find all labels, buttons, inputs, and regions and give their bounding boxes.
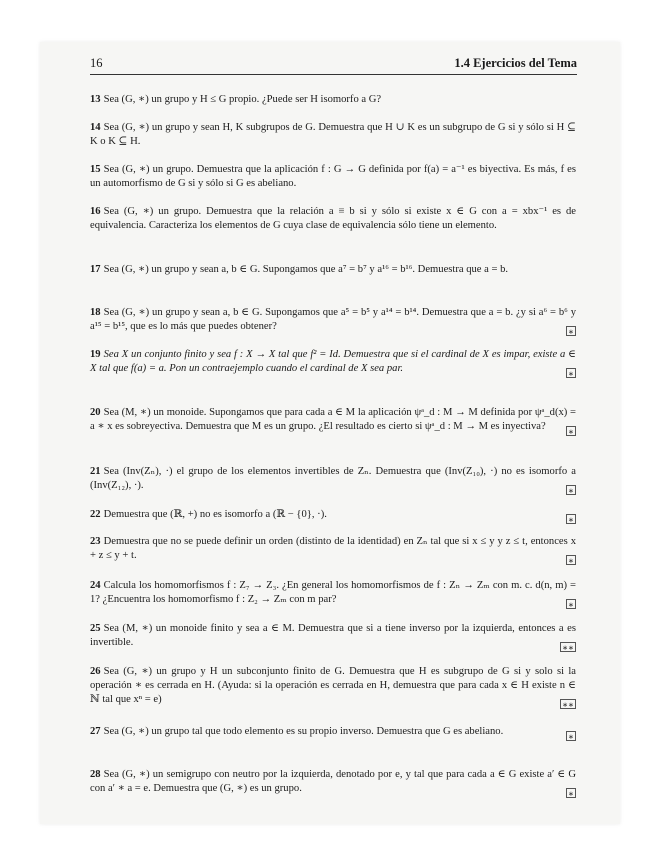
exercise-number: 16 — [90, 206, 101, 217]
textbook-page — [40, 42, 620, 824]
exercise-24 — [90, 579, 576, 607]
exercise-number: 15 — [90, 164, 101, 175]
exercise-number: 17 — [90, 264, 101, 275]
exercise-number: 26 — [90, 666, 101, 677]
exercise-number: 22 — [90, 509, 101, 520]
section-title: 1.4 Ejercicios del Tema — [454, 56, 577, 70]
exercise-22 — [90, 508, 576, 522]
difficulty-mark: ∗ — [566, 599, 576, 609]
difficulty-mark: ∗ — [566, 555, 576, 565]
exercise-text: Sea (G, ∗) un grupo. Demuestra que la relación a ≡ b si y sólo si existe x ∈ G con a = xbx⁻¹ es de equivalencia. Caracteriza los elementos de G cuya clase de equivalencia sólo tiene un elemento. — [90, 206, 576, 231]
exercise-23 — [90, 535, 576, 563]
exercise-text: Sea (G, ∗) un semigrupo con neutro por la izquierda, denotado por e, y tal que para cada a ∈ G existe a′ ∈ G con a′ ∗ a = e. Demuestra que (G, ∗) es un grupo. — [90, 769, 576, 794]
exercise-15 — [90, 163, 576, 191]
exercise-number: 21 — [90, 466, 101, 477]
exercise-text: Sea X un conjunto finito y sea f : X → X tal que f² = Id. Demuestra que si el cardinal de X es impar, existe a ∈ X tal que f(a) = a. Pon un contraejemplo cuando el cardinal de X sea par. — [90, 349, 576, 374]
exercise-text: Sea (G, ∗) un grupo tal que todo elemento es su propio inverso. Demuestra que G es abeliano. — [103, 726, 504, 737]
exercise-text: Demuestra que (ℝ, +) no es isomorfo a (ℝ − {0}, ·). — [103, 509, 327, 520]
exercise-27 — [90, 725, 576, 739]
exercise-number: 20 — [90, 407, 101, 418]
exercise-text: Sea (G, ∗) un grupo y H ≤ G propio. ¿Puede ser H isomorfo a G? — [103, 94, 382, 105]
difficulty-mark: ∗ — [566, 731, 576, 741]
difficulty-mark: ∗ — [566, 514, 576, 524]
exercise-number: 24 — [90, 580, 101, 591]
page-number: 16 — [90, 56, 103, 70]
exercise-13 — [90, 93, 576, 107]
exercise-number: 23 — [90, 536, 101, 547]
exercise-21 — [90, 465, 576, 493]
exercise-19 — [90, 348, 576, 376]
exercise-text: Sea (G, ∗) un grupo. Demuestra que la aplicación f : G → G definida por f(a) = a⁻¹ es biyectiva. Es más, f es un automorfismo de G si y sólo si G es abeliano. — [90, 164, 576, 189]
exercise-text: Sea (M, ∗) un monoide. Supongamos que para cada a ∈ M la aplicación ψᵃ_d : M → M definida por ψᵃ_d(x) = a ∗ x es sobreyectiva. Demuestra que M es un grupo. ¿El resultado es cierto si ψᵃ_d : M → M es inyectiva? — [90, 407, 576, 432]
page-header — [90, 56, 577, 75]
exercise-number: 13 — [90, 94, 101, 105]
exercise-28 — [90, 768, 576, 796]
difficulty-mark: ∗ — [566, 326, 576, 336]
exercise-number: 18 — [90, 307, 101, 318]
difficulty-mark: ∗∗ — [562, 644, 574, 652]
exercise-18 — [90, 306, 576, 334]
exercise-text: Sea (G, ∗) un grupo y H un subconjunto finito de G. Demuestra que H es subgrupo de G si y solo si la operación ∗ es cerrada en H. (Ayuda: si la operación es cerrada en H, demuestra que para cada x ∈ H existe n ∈ ℕ tal que xⁿ = e) — [90, 666, 576, 705]
exercise-20 — [90, 406, 576, 434]
exercise-text: Sea (M, ∗) un monoide finito y sea a ∈ M. Demuestra que si a tiene inverso por la izquierda, entonces a es invertible. — [90, 623, 576, 648]
exercise-number: 27 — [90, 726, 101, 737]
exercise-text: Demuestra que no se puede definir un orden (distinto de la identidad) en Zₙ tal que si x ≤ y y z ≤ t, entonces x + z ≤ y + t. — [90, 536, 576, 561]
difficulty-mark: ∗ — [566, 368, 576, 378]
difficulty-mark: ∗ — [566, 426, 576, 436]
exercise-25 — [90, 622, 576, 650]
exercise-text: Sea (G, ∗) un grupo y sean H, K subgrupos de G. Demuestra que H ∪ K es un subgrupo de G si y sólo si H ⊆ K o K ⊆ H. — [90, 122, 576, 147]
exercise-26 — [90, 665, 576, 707]
exercise-text: Calcula los homomorfismos f : Z₇ → Z₃. ¿En general los homomorfismos de f : Zₙ → Zₘ con m. c. d(n, m) = 1? ¿Encuentra los homomorfismo f : Z₂ → Zₘ con m par? — [90, 580, 576, 605]
exercise-text: Sea (G, ∗) un grupo y sean a, b ∈ G. Supongamos que a⁷ = b⁷ y a¹⁶ = b¹⁶. Demuestra que a = b. — [103, 264, 509, 275]
exercise-14 — [90, 121, 576, 149]
exercise-16 — [90, 205, 576, 233]
exercise-17 — [90, 263, 576, 277]
exercise-number: 25 — [90, 623, 101, 634]
exercise-text: Sea (Inv(Zₙ), ·) el grupo de los elementos invertibles de Zₙ. Demuestra que (Inv(Z₁₀), ·) no es isomorfo a (Inv(Z₁₂), ·). — [90, 466, 576, 491]
exercise-number: 19 — [90, 349, 101, 360]
exercise-number: 28 — [90, 769, 101, 780]
exercise-text: Sea (G, ∗) un grupo y sean a, b ∈ G. Supongamos que a⁵ = b⁵ y a¹⁴ = b¹⁴. Demuestra que a = b. ¿y si a⁶ = b⁶ y a¹⁵ = b¹⁵, que es lo más que puedes obtener? — [90, 307, 576, 332]
difficulty-mark: ∗∗ — [562, 701, 574, 709]
difficulty-mark: ∗ — [566, 485, 576, 495]
exercise-number: 14 — [90, 122, 101, 133]
difficulty-mark: ∗ — [566, 788, 576, 798]
